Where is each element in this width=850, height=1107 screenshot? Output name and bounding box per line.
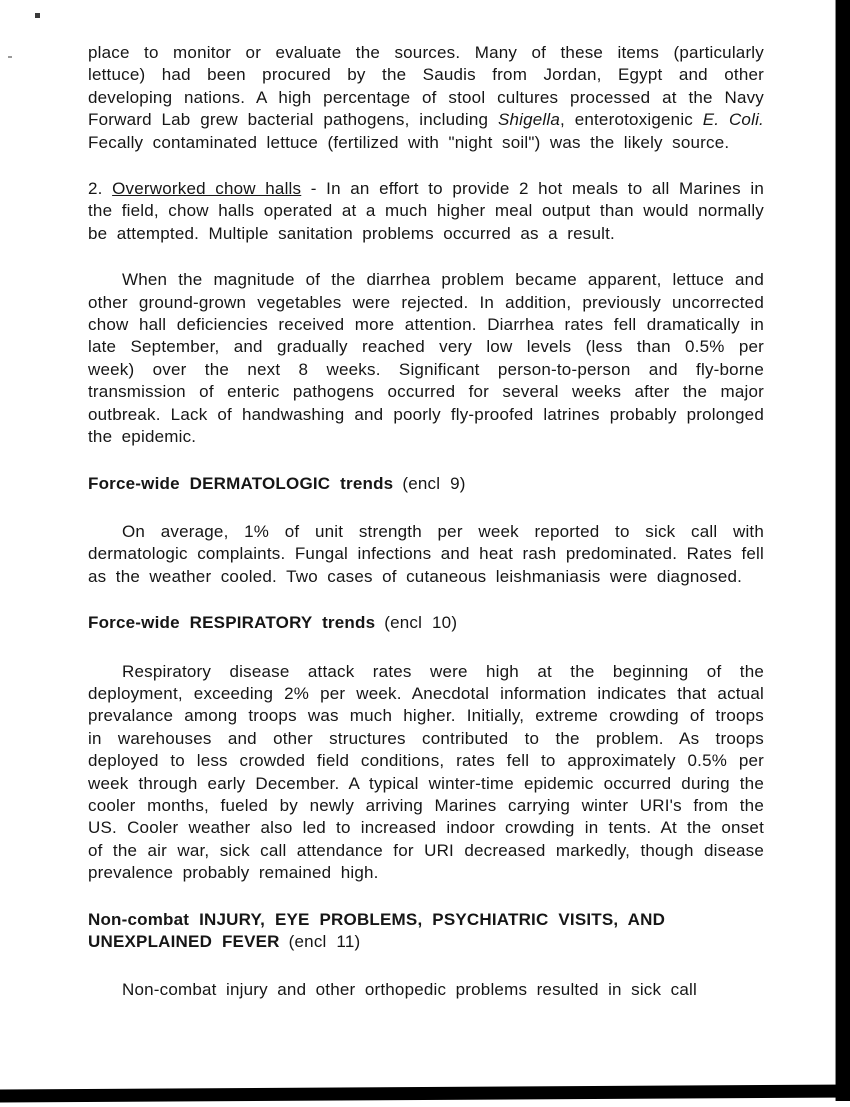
- italic-term-shigella: Shigella: [497, 110, 561, 130]
- scan-speck: [35, 13, 40, 18]
- paragraph-sources-text: Fecally contaminated lettuce (fertilized with "night soil") was the likely source.: [88, 132, 730, 152]
- italic-term-ecoli: E. Coli.: [702, 110, 764, 130]
- paragraph-sources-text: place to monitor or evaluate the sources. Many of these items (particularly lettuce) had been procured by the Saudis from Jordan, Egypt and other developing nations. A high percentage of stool cultures processed at the Navy Forward Lab grew bacterial pathogens, including: [88, 43, 764, 130]
- heading-injury-fever: [88, 909, 764, 954]
- list-item-number: 2.: [88, 179, 113, 199]
- paragraph-sources-text: , enterotoxigenic: [560, 110, 703, 130]
- paragraph-respiratory: Respiratory disease attack rates were high at the beginning of the deployment, exceeding 2% per week. Anecdotal information indicates that actual prevalance among troops was much higher. Initially, extreme crowding of troops in warehouses and other structures contributed to the problem. As troops deployed to less crowded field conditions, rates fell to approximately 0.5% per week through early December. A typical winter-time epidemic occurred during the cooler months, fueled by newly arriving Marines carrying winter URI's from the US. Cooler weather also led to increased indoor crowding in tents. At the onset of the air war, sick call attendance for URI decreased markedly, though disease prevalence probably remained high.: [88, 661, 764, 883]
- underlined-term-chow-halls: Overworked chow halls: [112, 179, 302, 199]
- paragraph-injury-intro: Non-combat injury and other orthopedic problems resulted in sick call: [122, 980, 697, 1000]
- paragraph-dermatologic: On average, 1% of unit strength per week reported to sick call with dermatologic complaints. Fungal infections and heat rash predominated. Rates fell as the weather cooled. Two cases of cutaneous leishmaniasis were diagnosed.: [88, 521, 764, 586]
- heading-respiratory-trends: [88, 612, 764, 634]
- heading-title: Non-combat INJURY, EYE PROBLEMS, PSYCHIATRIC VISITS, AND UNEXPLAINED FEVER: [88, 909, 666, 951]
- heading-title: Force-wide RESPIRATORY trends: [88, 613, 376, 633]
- scan-edge-bar-bottom: [0, 1084, 850, 1102]
- heading-dermatologic-trends: [88, 473, 764, 495]
- paragraph-diarrhea-decline: When the magnitude of the diarrhea problem became apparent, lettuce and other ground-grown vegetables were rejected. In addition, previously uncorrected chow hall deficiencies received more attention. Diarrhea rates fell dramatically in late September, and gradually reached very low levels (less than 0.5% per week) over the next 8 weeks. Significant person-to-person and fly-borne transmission of enteric pathogens occurred for several weeks after the major outbreak. Lack of handwashing and poorly fly-proofed latrines probably prolonged the epidemic.: [88, 270, 764, 447]
- document-page: [88, 42, 764, 1026]
- enclosure-reference: (encl 9): [402, 473, 466, 493]
- enclosure-reference: (encl 11): [288, 932, 361, 951]
- scan-edge-bar-right: [835, 0, 850, 1101]
- paragraph-chow-halls-text: - In an effort to provide 2 hot meals to all Marines in the field, chow halls operated at a much higher meal output than would normally be attempted. Multiple sanitation problems occurred as a result.: [88, 179, 765, 243]
- heading-title: Force-wide DERMATOLOGIC trends: [88, 473, 394, 493]
- enclosure-reference: (encl 10): [384, 613, 458, 633]
- paragraph-chow-halls: [88, 178, 764, 245]
- paragraph-sources: [88, 42, 764, 154]
- scan-speck: [8, 56, 12, 58]
